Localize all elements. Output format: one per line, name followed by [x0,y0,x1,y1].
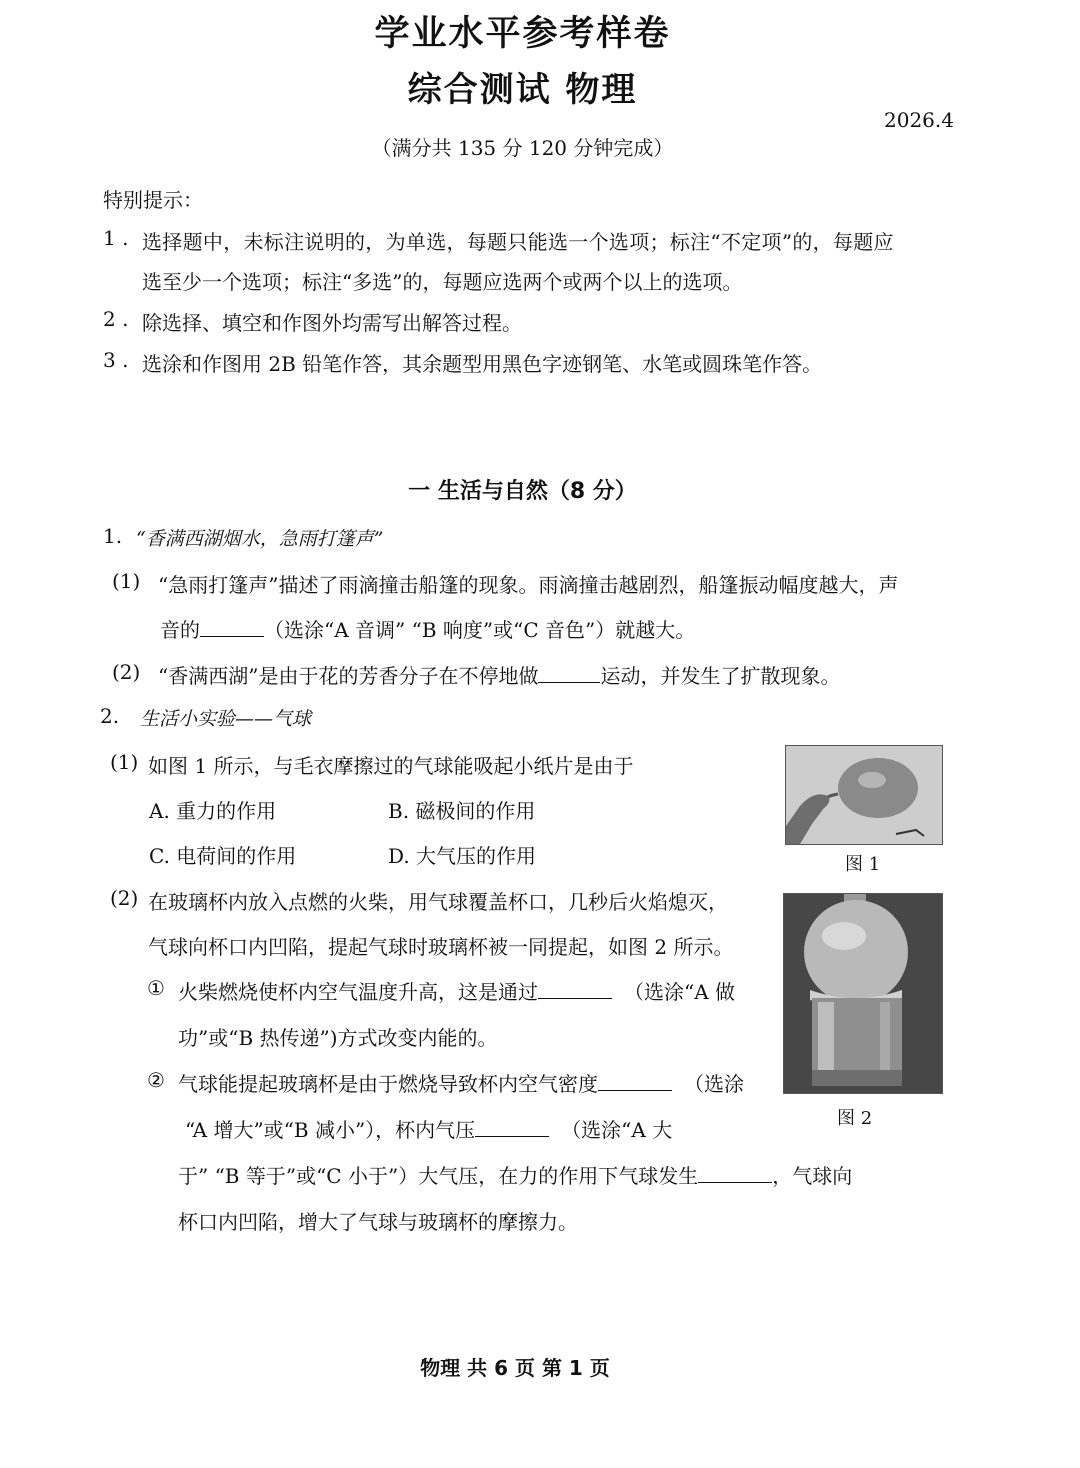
option-c: C. 电荷间的作用 [149,844,297,868]
q2-sub2-text-c: “A 增大”或“B 减小”），杯内气压 [185,1118,476,1142]
figure-2-caption: 图 2 [837,1108,873,1129]
tip-1-number: 1 . [103,226,129,250]
q2-sub2-text-d: （选涂“A 大 [561,1118,673,1142]
q2-part2-line1: 在玻璃杯内放入点燃的火柴，用气球覆盖杯口，几秒后火焰熄灭， [148,890,728,914]
exam-date: 2026.4 [884,108,954,132]
q1-part2-label: (2) [112,660,141,684]
option-b: B. 磁极间的作用 [388,799,536,823]
section-title: 一 生活与自然（8 分） [408,479,637,504]
q2-part1-label: (1) [110,750,139,774]
q2-part1-text: 如图 1 所示，与毛衣摩擦过的气球能吸起小纸片是由于 [148,754,634,778]
tip-2-text: 除选择、填空和作图外均需写出解答过程。 [142,311,522,335]
exam-title: 学业水平参考样卷 [374,14,671,54]
figure-2-balloon-glass-photo [783,893,943,1094]
q1-number: 1. [103,524,123,548]
answer-blank[interactable] [200,616,264,637]
q1-part2-text-b: 运动，并发生了扩散现象。 [600,664,841,688]
q2-sub1-line2: 功”或“B 热传递”)方式改变内能的。 [178,1026,498,1050]
figure-1-balloon-photo [785,745,943,845]
answer-blank[interactable] [475,1116,549,1137]
tip-2-number: 2 . [103,307,129,331]
q2-sub2-line1 [178,1068,744,1097]
q2-sub2-text-f: ，气球向 [772,1164,853,1188]
tip-3-number: 3 . [103,348,129,372]
q2-part2-line2: 气球向杯口内凹陷，提起气球时玻璃杯被一同提起，如图 2 所示。 [148,935,734,959]
tip-3-text: 选涂和作图用 2B 铅笔作答，其余题型用黑色字迹钢笔、水笔或圆珠笔作答。 [142,352,823,376]
q2-sub2-line3 [178,1160,852,1189]
q1-part1-line2 [160,614,695,643]
q2-sub2-text-a: 气球能提起玻璃杯是由于燃烧导致杯内空气密度 [178,1072,598,1096]
q2-sub1-text-b: （选涂“A 做 [624,980,736,1004]
q1-part1-label: (1) [112,569,141,593]
q2-sub2-line2 [185,1114,672,1143]
q1-part2-text-a: “香满西湖”是由于花的芳香分子在不停地做 [158,664,539,688]
exam-subtitle: 综合测试 物理 [407,70,638,110]
option-a: A. 重力的作用 [149,799,277,823]
q1-part1-line1: “急雨打篷声”描述了雨滴撞击船篷的现象。雨滴撞击越剧烈，船篷振动幅度越大，声 [158,573,899,597]
q2-sub2-text-b: （选涂 [684,1072,744,1096]
q1-part1-text-b: （选涂“A 音调” “B 响度”或“C 音色”）就越大。 [264,618,696,642]
q2-title: 生活小实验——气球 [140,708,312,730]
tip-1-line2: 选至少一个选项；标注“多选”的，每题应选两个或两个以上的选项。 [142,270,743,294]
answer-blank[interactable] [538,978,612,999]
answer-blank[interactable] [538,662,600,683]
page-footer: 物理 共 6 页 第 1 页 [420,1356,610,1380]
q2-sub1-mark: ① [147,976,165,1000]
q1-part1-text-a: 音的 [160,618,200,642]
q2-sub2-text-e: 于” “B 等于”或“C 小于”）大气压，在力的作用下气球发生 [178,1164,699,1188]
tips-heading: 特别提示： [103,188,203,212]
answer-blank[interactable] [598,1070,672,1091]
figure-1-caption: 图 1 [845,854,881,875]
tip-1-line1: 选择题中，未标注说明的，为单选，每题只能选一个选项；标注“不定项”的，每题应 [142,230,894,254]
q2-sub2-line4: 杯口内凹陷，增大了气球与玻璃杯的摩擦力。 [178,1210,578,1234]
answer-blank[interactable] [698,1162,772,1183]
q2-sub2-mark: ② [147,1068,165,1092]
q1-title: “香满西湖烟水，急雨打篷声” [136,528,384,550]
option-d: D. 大气压的作用 [388,844,537,868]
score-info: （满分共 135 分 120 分钟完成） [371,136,674,160]
q2-sub1-line1 [178,976,735,1005]
q2-part2-label: (2) [110,886,139,910]
q2-sub1-text-a: 火柴燃烧使杯内空气温度升高，这是通过 [178,980,538,1004]
q2-number: 2. [100,704,120,728]
q1-part2-line [158,660,840,689]
